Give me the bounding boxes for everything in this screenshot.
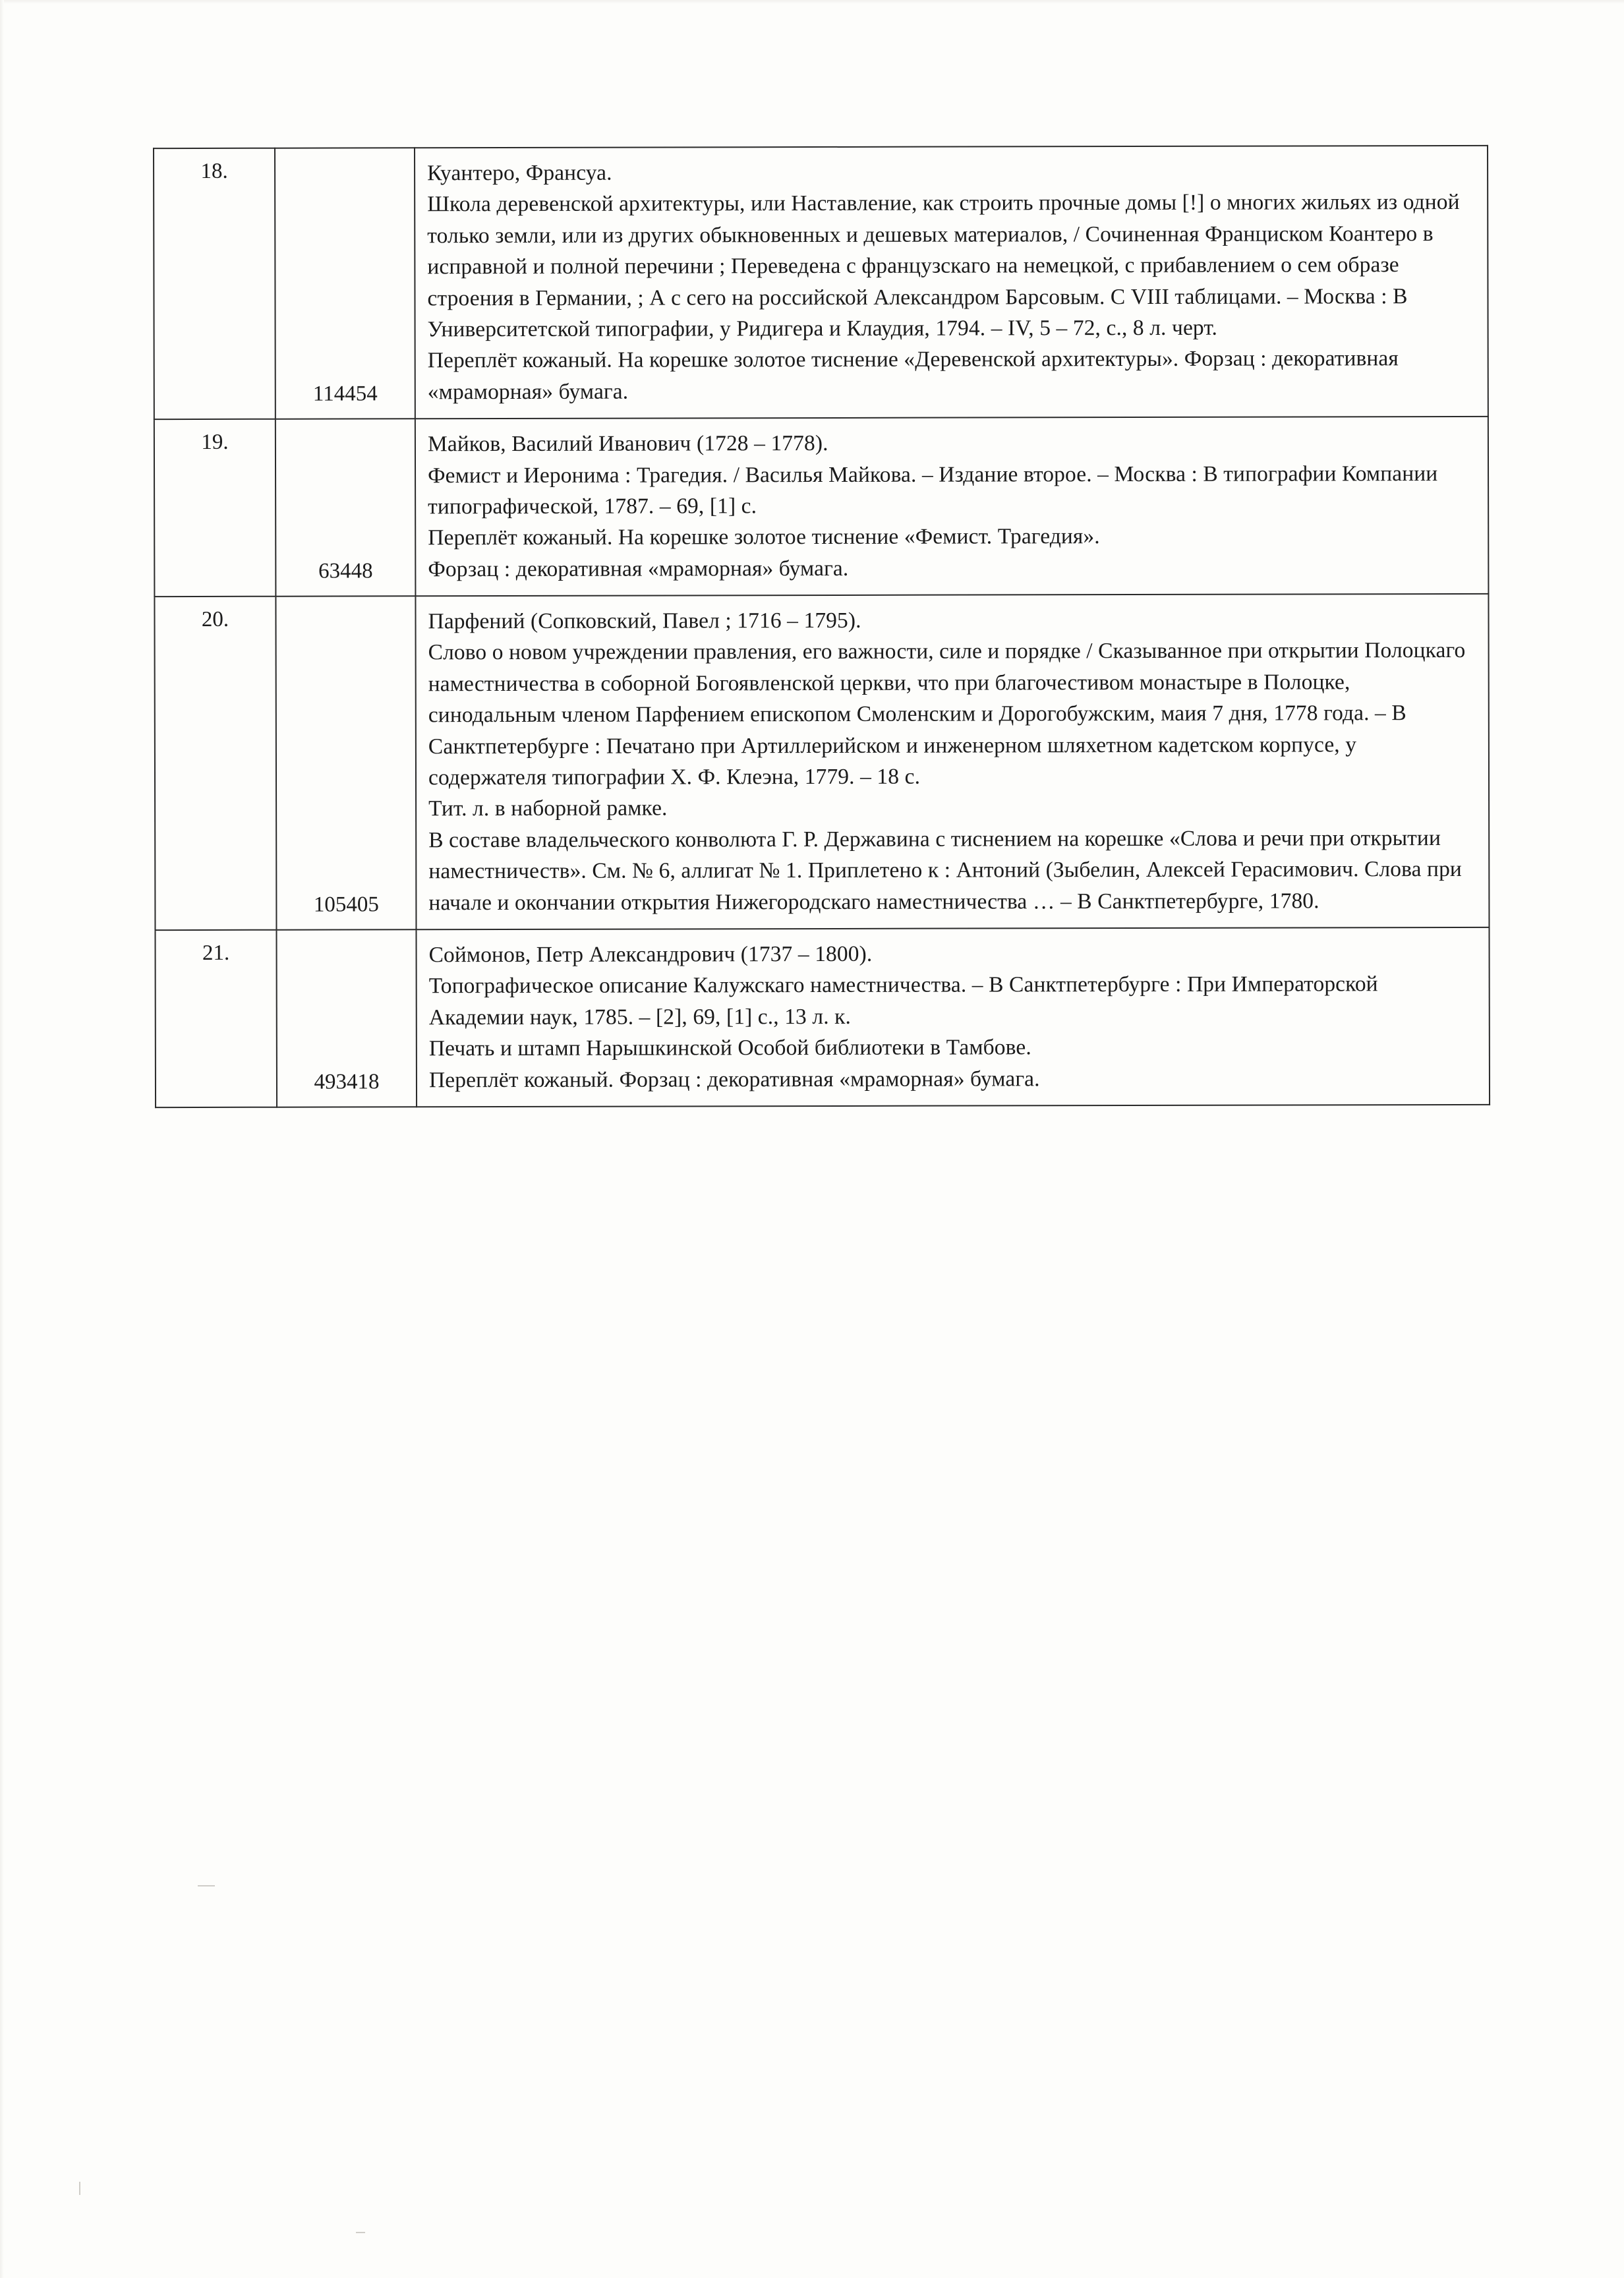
description-line: Куантеро, Франсуа. (427, 160, 612, 186)
description-line: Форзац : декоративная «мраморная» бумага. (428, 556, 849, 581)
description-cell (416, 927, 1490, 1107)
description-line: Школа деревенской архитектуры, или Наставление, как строить прочные домы [!] о многих жильях из одной только земли, или из других обыкновенных и дешевых материалов, / Сочиненная Франциском Коантеро в исправной и полной перечини ; Переведена с французскаго на немецкой, с прибавлением о сем образе строения в Германии, ; А с сего на российской Александром Барсовым. С VIII таблицами. – Москва : В Университетской типографии, у Ридигера и Клаудия, 1794. – IV, 5 – 72, с., 8 л. черт. (427, 190, 1460, 342)
inventory-id: 105405 (313, 892, 379, 917)
row-number: 19. (201, 430, 229, 455)
description-cell (415, 594, 1489, 929)
description-line: Соймонов, Петр Александрович (1737 – 1800). (428, 941, 873, 968)
description-line: Переплёт кожаный. Форзац : декоративная «мраморная» бумага. (428, 1066, 1040, 1092)
table-row (155, 927, 1490, 1107)
catalog-table-container (153, 145, 1485, 1108)
inventory-id-cell (276, 419, 416, 596)
row-number-cell (154, 148, 276, 420)
row-number-cell (155, 930, 277, 1107)
description-line: В составе владельческого конволюта Г. Р. Державина с тиснением на корешке «Слова и речи при открытии наместничеств». См. № 6, аллигат № 1. Приплетено к : Антоний (Зыбелин, Алексей Герасимович. Слова при начале и окончании открытия Нижегородскаго наместничества … – В Санктпетербурге, 1780. (428, 825, 1462, 915)
description-line: Парфений (Сопковский, Павел ; 1716 – 1795). (428, 608, 861, 634)
description-line: Фемист и Иеронима : Трагедия. / Василья Майкова. – Издание второе. – Москва : В типографии Компании типографической, 1787. – 69, [1] с. (428, 461, 1438, 519)
row-number: 20. (201, 607, 229, 632)
table-row (154, 417, 1489, 597)
table-row (154, 594, 1489, 930)
inventory-id-cell (276, 596, 416, 929)
description-line: Переплёт кожаный. На корешке золотое тиснение «Фемист. Трагедия». (428, 524, 1100, 550)
description-line: Переплёт кожаный. На корешке золотое тиснение «Деревенской архитектуры». Форзац : декоративная «мраморная» бумага. (427, 346, 1399, 404)
inventory-id: 63448 (318, 559, 373, 583)
inventory-id-cell (276, 929, 417, 1107)
description-cell (415, 146, 1488, 419)
scan-speck (198, 1885, 215, 1886)
scan-speck (79, 2182, 80, 2195)
page-edge-top (0, 0, 1624, 4)
row-number-cell (154, 597, 276, 930)
description-cell (415, 417, 1489, 596)
page-edge-left (0, 0, 4, 2278)
scan-speck (356, 2232, 365, 2233)
inventory-id-cell (275, 148, 415, 419)
description-line: Майков, Василий Иванович (1728 – 1778). (427, 431, 828, 457)
description-line: Тит. л. в наборной рамке. (428, 796, 668, 821)
row-number-cell (154, 419, 276, 597)
row-number: 18. (200, 159, 228, 183)
catalog-table (153, 145, 1490, 1108)
inventory-id: 114454 (312, 382, 378, 406)
description-line: Печать и штамп Нарышкинской Особой библиотеки в Тамбове. (428, 1035, 1031, 1061)
description-line: Топографическое описание Калужскаго наместничества. – В Санктпетербурге : При Императорской Академии наук, 1785. – [2], 69, [1] с., 13 л. к. (428, 972, 1378, 1030)
table-row (154, 146, 1488, 419)
description-line: Слово о новом учреждении правления, его важности, силе и порядке / Сказыванное при открытии Полоцкаго наместничества в соборной Богоявленской церкви, что при благочестивом монастыре в Полоцке, синодальным членом Парфением епископом Смоленским и Дорогобужским, маия 7 дня, 1778 года. – В Санктпетербурге : Печатано при Артиллерийском и инженерном шляхетном кадетском корпусе, у содержателя типографии Х. Ф. Клеэна, 1779. – 18 с. (428, 638, 1466, 790)
inventory-id: 493418 (314, 1070, 380, 1094)
row-number: 21. (202, 941, 230, 965)
